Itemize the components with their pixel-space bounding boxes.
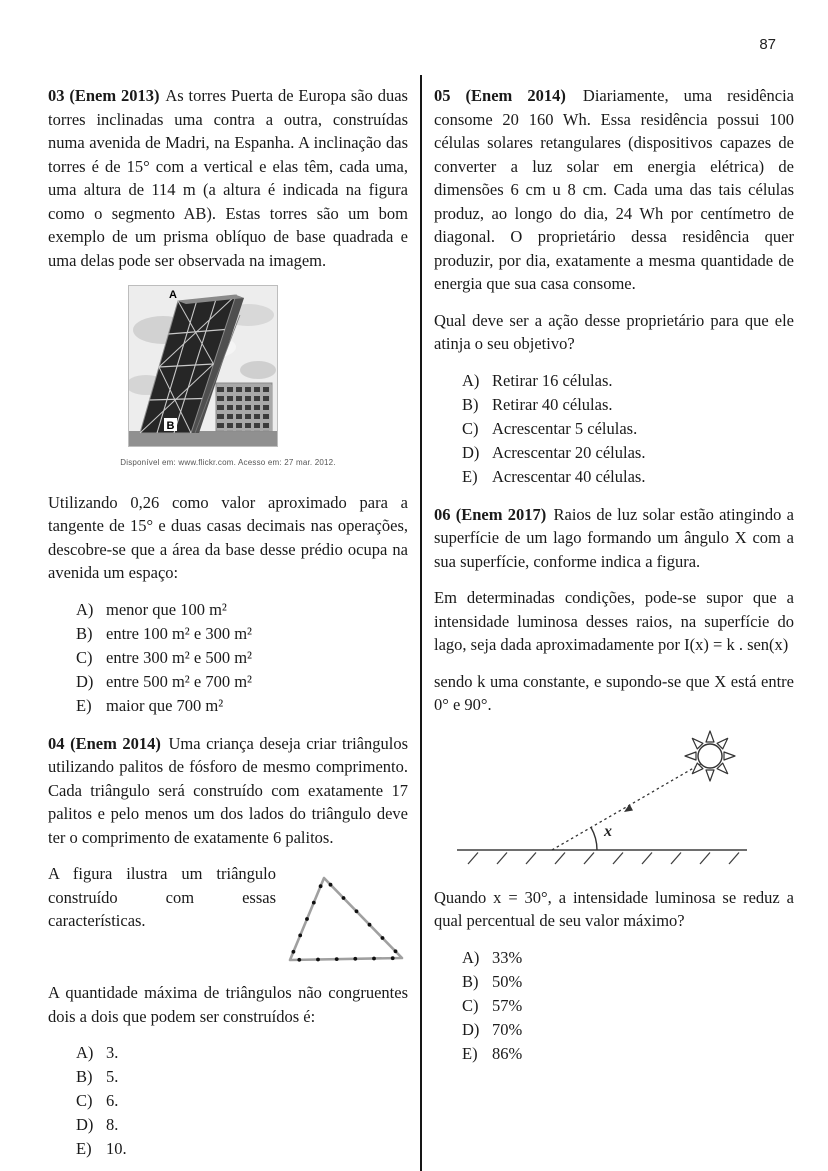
option-letter: D) <box>76 671 94 691</box>
option-letter: D) <box>76 1115 94 1134</box>
option-letter: B) <box>76 623 93 643</box>
question-06-para2: Em determinadas condições, pode-se supor que a intensidade luminosa desses raios, na superfície do lago, seja dada aproximadamente por I(x) = k . sen(x) <box>434 588 794 654</box>
option-letter: C) <box>462 418 479 438</box>
option-letter: E) <box>76 1139 92 1158</box>
option-letter: A) <box>462 370 480 390</box>
option-text: 6. <box>106 1091 119 1110</box>
option-letter: C) <box>76 647 93 667</box>
option-text: 3. <box>106 1043 119 1062</box>
right-column <box>434 84 794 1171</box>
question-04-options <box>48 1041 408 1161</box>
matchstick-dots <box>292 883 398 962</box>
question-06-label: 06 (Enem 2017) <box>434 504 547 524</box>
point-a-label: A <box>169 289 177 301</box>
question-04-intro <box>48 732 408 850</box>
question-03 <box>48 84 408 718</box>
option-letter: C) <box>462 995 479 1015</box>
option-text: 86% <box>492 1043 523 1063</box>
option-letter: D) <box>462 1019 480 1039</box>
sun-icon <box>685 731 735 781</box>
option <box>434 369 794 393</box>
option <box>434 417 794 441</box>
question-05-intro <box>434 84 794 296</box>
option-letter: A) <box>462 947 480 967</box>
question-03-intro-text: As torres Puerta de Europa são duas torres inclinadas uma contra a outra, construídas numa avenida de Madri, na Espanha. A inclinação das torres é de 15° com a vertical e elas têm, cada uma, uma altura de 114 m (a altura é indicada na figura como o segmento AB). Estas torres são um bom exemplo de um prisma oblíquo de base quadrada e uma delas pode ser observada na imagem. <box>48 86 408 270</box>
option <box>434 970 794 994</box>
cloud-shape <box>240 361 276 379</box>
option <box>48 670 408 694</box>
question-06-options <box>434 946 794 1066</box>
question-03-label: 03 (Enem 2013) <box>48 86 160 105</box>
option <box>48 1137 408 1161</box>
leaning-tower-photo <box>128 285 278 447</box>
option-text: 5. <box>106 1067 119 1086</box>
option-text: 57% <box>492 995 523 1015</box>
option <box>434 441 794 465</box>
question-06-question: Quando x = 30°, a intensidade luminosa se reduz a qual percentual de seu valor máximo? <box>434 887 794 930</box>
option-letter: D) <box>462 442 480 462</box>
option-text: 50% <box>492 971 523 991</box>
option <box>48 1065 408 1089</box>
option-letter: A) <box>76 599 94 619</box>
option <box>434 465 794 489</box>
question-03-options <box>48 598 408 718</box>
question-04-intro-text: Uma criança deseja criar triângulos utilizando palitos de fósforo de mesmo comprimento. Cada triângulo será construído com exatamente 17 palitos e pelo menos um dos lados do triângulo deve ter o comprimento de exatamente 6 palitos. <box>48 733 408 847</box>
option <box>48 622 408 646</box>
option-text: Retirar 16 células. <box>492 370 613 390</box>
option-text: entre 100 m² e 300 m² <box>106 623 252 643</box>
option <box>434 946 794 970</box>
column-divider <box>420 75 422 1171</box>
question-05-intro-text: Diariamente, uma residência consome 20 160 Wh. Essa residência possui 100 células solares retangulares (dispositivos capazes de converter a luz solar em energia elétrica) de dimensões 6 cm u 8 cm. Cada uma das tais células produz, ao longo do dia, 24 Wh por centímetro de diagonal. O proprietário dessa residência quer produzir, por dia, exatamente a mesma quantidade de energia que sua casa consome. <box>434 86 794 293</box>
photo-caption: Disponível em: www.flickr.com. Acesso em: 27 mar. 2012. <box>120 458 336 467</box>
matchstick-triangle-figure <box>284 872 408 968</box>
ground-hatching <box>468 852 739 864</box>
question-05-question: Qual deve ser a ação desse proprietário para que ele atinja o seu objetivo? <box>434 310 794 353</box>
option-letter: B) <box>462 394 479 414</box>
left-column <box>48 84 408 1171</box>
question-06-para3: sendo k uma constante, e supondo-se que X está entre 0° e 90°. <box>434 671 794 714</box>
option-letter: B) <box>462 971 479 991</box>
angle-x-label: x <box>604 822 612 840</box>
question-06 <box>434 503 794 1066</box>
option <box>434 1042 794 1066</box>
question-04-question: A quantidade máxima de triângulos não congruentes dois a dois que podem ser construídos é: <box>48 983 408 1026</box>
option <box>48 1041 408 1065</box>
option-text: 8. <box>106 1115 119 1134</box>
angle-arc <box>591 827 597 850</box>
question-03-figure <box>48 285 408 475</box>
page-number: 87 <box>759 36 776 53</box>
question-06-intro-text: Raios de luz solar estão atingindo a superfície de um lago formando um ângulo X com a sua superfície, conforme indica a figura. <box>434 504 794 571</box>
question-06-figure <box>452 730 794 870</box>
option-letter: C) <box>76 1091 93 1110</box>
option-text: 33% <box>492 947 523 967</box>
option-text: 10. <box>106 1139 127 1158</box>
option-text: Acrescentar 40 células. <box>492 466 646 486</box>
option <box>434 393 794 417</box>
option-text: entre 500 m² e 700 m² <box>106 671 252 691</box>
question-05-label: 05 (Enem 2014) <box>434 86 566 105</box>
option-text: menor que 100 m² <box>106 599 227 619</box>
option-text: Acrescentar 5 células. <box>492 418 638 438</box>
option-letter: E) <box>462 466 478 486</box>
option <box>48 1089 408 1113</box>
option <box>48 694 408 718</box>
option <box>48 598 408 622</box>
sun-rays-angle-figure <box>452 730 752 870</box>
background-building <box>216 383 272 431</box>
point-b-label: B <box>166 420 175 432</box>
two-column-layout <box>48 84 794 1171</box>
question-03-question: Utilizando 0,26 como valor aproximado para a tangente de 15° e duas casas decimais nas operações, descobre-se que a área da base desse prédio ocupa na avenida um espaço: <box>48 492 408 582</box>
question-06-intro <box>434 503 794 574</box>
option-text: maior que 700 m² <box>106 695 224 715</box>
question-05-options <box>434 369 794 489</box>
option-letter: B) <box>76 1067 93 1086</box>
question-04-label: 04 (Enem 2014) <box>48 733 161 753</box>
question-04-figure-row <box>48 862 408 968</box>
option <box>48 646 408 670</box>
option-letter: E) <box>462 1043 478 1063</box>
option-text: 70% <box>492 1019 523 1039</box>
option <box>48 1113 408 1137</box>
option <box>434 994 794 1018</box>
light-ray <box>552 762 704 850</box>
option-text: entre 300 m² e 500 m² <box>106 647 252 667</box>
option-text: Acrescentar 20 células. <box>492 442 646 462</box>
option-letter: A) <box>76 1043 94 1062</box>
question-03-intro <box>48 84 408 272</box>
option <box>434 1018 794 1042</box>
question-04-figure-text: A figura ilustra um triângulo construído com essas características. <box>48 864 276 930</box>
question-05 <box>434 84 794 489</box>
option-letter: E) <box>76 695 92 715</box>
question-04 <box>48 732 408 1162</box>
option-text: Retirar 40 células. <box>492 394 613 414</box>
